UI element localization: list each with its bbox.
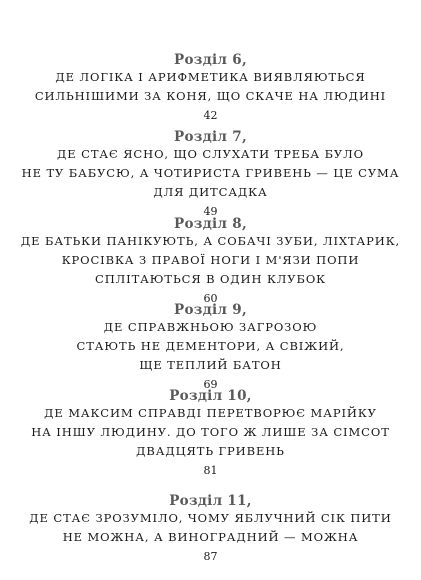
- chapter-page-number: 69: [203, 378, 218, 391]
- chapter-description-line: СТАЮТЬ НЕ ДЕМЕНТОРИ, А СВІЖИЙ,: [76, 339, 345, 353]
- chapter-description-line: ДЕ ЛОГІКА І АРИФМЕТИКА ВИЯВЛЯЮТЬСЯ: [55, 70, 366, 84]
- chapter-description-line: ДВАДЦЯТЬ ГРИВЕНЬ: [136, 444, 285, 458]
- chapter-description-line: ДЕ МАКСИМ СПРАВДІ ПЕРЕТВОРЮЄ МАРІЙКУ: [44, 406, 377, 420]
- chapter-page-number: 60: [203, 292, 218, 305]
- chapter-title: Розділ 11,: [169, 493, 252, 509]
- chapter-title: Розділ 7,: [174, 129, 247, 145]
- chapter-description-line: ДЕ СТАЄ ЯСНО, ЩО СЛУХАТИ ТРЕБА БУЛО: [57, 147, 364, 161]
- chapter-description-line: СИЛЬНІШИМИ ЗА КОНЯ, ЩО СКАЧЕ НА ЛЮДИНІ: [34, 89, 387, 103]
- toc-entry-chapter-8: [0, 216, 421, 308]
- chapter-description-line: СПЛІТАЮТЬСЯ В ОДИН КЛУБОК: [95, 272, 326, 286]
- toc-entry-chapter-11: [0, 493, 421, 566]
- chapter-description-line: ЩЕ ТЕПЛИЙ БАТОН: [139, 358, 282, 372]
- chapter-description-line: ДЕ БАТЬКИ ПАНІКУЮТЬ, А СОБАЧІ ЗУБИ, ЛІХТАРИК,: [20, 234, 401, 248]
- chapter-title: Розділ 6,: [174, 52, 247, 68]
- chapter-title: Розділ 8,: [174, 216, 247, 232]
- chapter-description-line: ДЛЯ ДИТСАДКА: [153, 185, 268, 199]
- chapter-title: Розділ 9,: [174, 302, 247, 318]
- toc-entry-chapter-9: [0, 302, 421, 394]
- chapter-page-number: 81: [203, 464, 218, 477]
- chapter-page-number: 49: [203, 205, 218, 218]
- chapter-page-number: 42: [203, 109, 218, 122]
- toc-entry-chapter-7: [0, 129, 421, 221]
- chapter-description-line: ДЕ СПРАВЖНЬОЮ ЗАГРОЗОЮ: [103, 320, 318, 334]
- chapter-description-line: НЕ МОЖНА, А ВИНОГРАДНИЙ — МОЖНА: [62, 530, 359, 544]
- toc-entry-chapter-6: [0, 52, 421, 125]
- chapter-title: Розділ 10,: [169, 388, 252, 404]
- toc-entry-chapter-10: [0, 388, 421, 480]
- chapter-description-line: ДЕ СТАЄ ЗРОЗУМІЛО, ЧОМУ ЯБЛУЧНИЙ СІК ПИТИ: [29, 511, 392, 525]
- chapter-page-number: 87: [203, 550, 218, 563]
- chapter-description-line: НЕ ТУ БАБУСЮ, А ЧОТИРИСТА ГРИВЕНЬ — ЦЕ СУМА: [21, 166, 400, 180]
- chapter-description-line: НА ІНШУ ЛЮДИНУ. ДО ТОГО Ж ЛИШЕ ЗА СІМСОТ: [31, 425, 390, 439]
- chapter-description-line: КРОСІВКА З ПРАВОЇ НОГИ І М'ЯЗИ ПОПИ: [61, 253, 360, 267]
